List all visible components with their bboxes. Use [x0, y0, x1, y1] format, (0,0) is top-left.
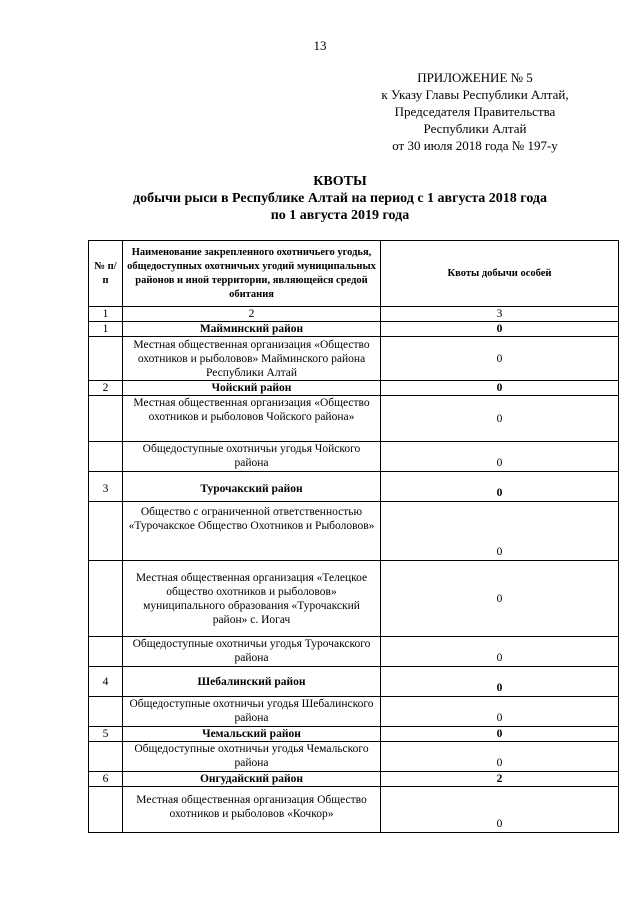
row-quota: 0	[381, 396, 619, 442]
document-title	[60, 173, 620, 224]
title-line: КВОТЫ	[313, 174, 367, 189]
row-name: Общедоступные охотничьи угодья Турочакского района	[123, 637, 381, 667]
row-name: Чемальский район	[123, 727, 381, 742]
row-name: Онгудайский район	[123, 772, 381, 787]
header-quota: Квоты добычи особей	[381, 241, 619, 307]
title-line: добычи рыси в Республике Алтай на период с 1 августа 2018 года	[133, 191, 547, 206]
row-name: Турочакский район	[123, 472, 381, 502]
row-quota: 0	[381, 381, 619, 396]
title-line: по 1 августа 2019 года	[270, 208, 410, 223]
row-number	[89, 787, 123, 833]
table-row	[89, 502, 619, 561]
row-name: Местная общественная организация Общество охотников и рыболовов «Кочкор»	[123, 787, 381, 833]
row-number	[89, 742, 123, 772]
row-number	[89, 502, 123, 561]
row-name: Местная общественная организация «Общество охотников и рыболовов Чойского района»	[123, 396, 381, 442]
row-number: 2	[89, 381, 123, 396]
appendix-line: от 30 июля 2018 года № 197-у	[392, 138, 558, 153]
row-quota: 0	[381, 561, 619, 637]
table-row	[89, 396, 619, 442]
column-number: 3	[381, 307, 619, 322]
row-name: Местная общественная организация «Телецкое общество охотников и рыболовов» муниципального образования «Турочакский район» с. Иогач	[123, 561, 381, 637]
row-quota: 0	[381, 787, 619, 833]
column-number: 1	[89, 307, 123, 322]
table-row	[89, 381, 619, 396]
table-row	[89, 742, 619, 772]
row-number	[89, 637, 123, 667]
row-number: 1	[89, 322, 123, 337]
row-name: Общедоступные охотничьи угодья Чойского района	[123, 442, 381, 472]
row-number	[89, 561, 123, 637]
appendix-line: к Указу Главы Республики Алтай,	[381, 87, 569, 102]
row-quota: 0	[381, 667, 619, 697]
page-number: 13	[313, 38, 327, 53]
row-quota: 0	[381, 322, 619, 337]
row-number	[89, 442, 123, 472]
table-row	[89, 697, 619, 727]
table-row	[89, 727, 619, 742]
appendix-block	[355, 69, 595, 154]
table-row	[89, 442, 619, 472]
header-number: № п/п	[89, 241, 123, 307]
row-name: Общедоступные охотничьи угодья Шебалинского района	[123, 697, 381, 727]
column-number: 2	[123, 307, 381, 322]
column-number-row	[89, 307, 619, 322]
row-quota: 0	[381, 337, 619, 381]
table-row	[89, 472, 619, 502]
row-quota: 0	[381, 502, 619, 561]
table-header-row	[89, 241, 619, 307]
appendix-line: ПРИЛОЖЕНИЕ № 5	[417, 70, 533, 85]
table-row	[89, 337, 619, 381]
row-quota: 2	[381, 772, 619, 787]
row-quota: 0	[381, 472, 619, 502]
table-row	[89, 667, 619, 697]
table-row	[89, 637, 619, 667]
quota-table	[88, 240, 619, 833]
appendix-line: Республики Алтай	[423, 121, 527, 136]
row-number	[89, 396, 123, 442]
row-name: Общедоступные охотничьи угодья Чемальского района	[123, 742, 381, 772]
row-name: Шебалинский район	[123, 667, 381, 697]
row-number	[89, 697, 123, 727]
table-row	[89, 561, 619, 637]
row-number: 6	[89, 772, 123, 787]
table-row	[89, 772, 619, 787]
row-quota: 0	[381, 442, 619, 472]
row-quota: 0	[381, 727, 619, 742]
row-quota: 0	[381, 697, 619, 727]
row-number: 3	[89, 472, 123, 502]
table-row	[89, 322, 619, 337]
row-name: Чойский район	[123, 381, 381, 396]
row-quota: 0	[381, 742, 619, 772]
appendix-line: Председателя Правительства	[394, 104, 556, 119]
row-name: Местная общественная организация «Общество охотников и рыболовов» Майминского района Республики Алтай	[123, 337, 381, 381]
header-name: Наименование закрепленного охотничьего угодья, общедоступных охотничьих угодий муниципальных районов и иной территории, являющейся средой обитания	[123, 241, 381, 307]
table-row	[89, 787, 619, 833]
row-quota: 0	[381, 637, 619, 667]
row-number: 4	[89, 667, 123, 697]
row-name: Майминский район	[123, 322, 381, 337]
row-name: Общество с ограниченной ответственностью «Турочакское Общество Охотников и Рыболовов»	[123, 502, 381, 561]
row-number: 5	[89, 727, 123, 742]
row-number	[89, 337, 123, 381]
